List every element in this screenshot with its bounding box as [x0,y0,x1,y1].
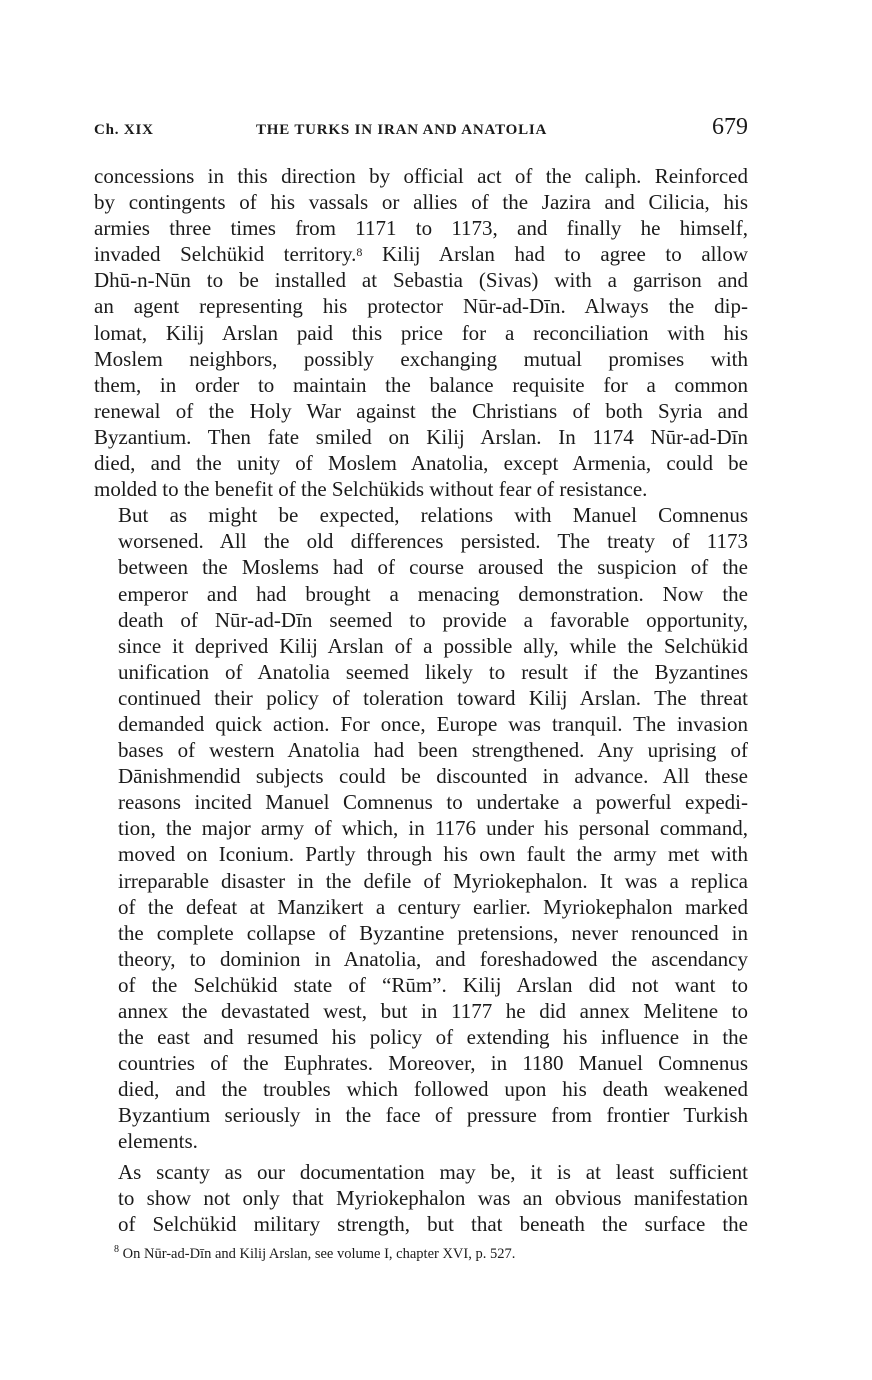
text-line: them, in order to maintain the balance requisite for a common [94,372,748,397]
text-line: annex the devastated west, but in 1177 he did annex Melitene to [118,999,748,1023]
text-line: an agent representing his protector Nūr-ad-Dīn. Always the dip- [94,294,748,319]
text-line: of the Selchükid state of “Rūm”. Kilij Arslan did not want to [118,972,748,997]
paragraph-2 [94,502,748,1154]
body-text [94,163,748,1237]
chapter-label: Ch. XIX [94,122,154,138]
text-line: continued their policy of toleration toward Kilij Arslan. The threat [118,685,748,710]
text-line: molded to the benefit of the Selchükids without fear of resistance. [94,477,648,502]
text-line: renewal of the Holy War against the Christians of both Syria and [94,398,748,423]
text-line: bases of western Anatolia had been strengthened. Any uprising of [118,738,748,763]
text-line: death of Nūr-ad-Dīn seemed to provide a favorable opportunity, [118,607,748,632]
text-line: worsened. All the old differences persisted. The treaty of 1173 [118,529,748,554]
text-line: the east and resumed his policy of extending his influence in the [118,1025,748,1050]
text-line: irreparable disaster in the defile of Myriokephalon. It was a replica [118,868,748,893]
text-line: between the Moslems had of course aroused the suspicion of the [118,555,748,580]
text-line: of the defeat at Manzikert a century earlier. Myriokephalon marked [118,894,748,919]
text-line: Moslem neighbors, possibly exchanging mutual promises with [94,346,748,371]
text-line: by contingents of his vassals or allies of the Jazira and Cilicia, his [94,190,748,215]
running-header [94,112,748,148]
footnote-text: On Nūr-ad-Dīn and Kilij Arslan, see volume I, chapter XVI, p. 527. [119,1245,516,1262]
text-line: As scanty as our documentation may be, it is at least sufficient [118,1159,748,1184]
footnote [94,1241,748,1263]
text-line: died, and the troubles which followed upon his death weakened [118,1077,748,1102]
running-title: THE TURKS IN IRAN AND ANATOLIA [256,122,548,138]
text-line: lomat, Kilij Arslan paid this price for a reconciliation with his [94,320,748,345]
text-line: theory, to dominion in Anatolia, and foreshadowed the ascendancy [118,946,748,971]
footnote-reference: 8 [356,245,363,260]
text-line: unification of Anatolia seemed likely to result if the Byzantines [118,659,748,684]
text-line: armies three times from 1171 to 1173, and finally he himself, [94,216,748,241]
text-line: to show not only that Myriokephalon was an obvious manifestation [118,1185,748,1210]
footnote-marker: 8 [114,1243,119,1255]
text-line: tion, the major army of which, in 1176 under his personal command, [118,816,748,841]
text-line: demanded quick action. For once, Europe was tranquil. The invasion [118,711,748,736]
text-line: emperor and had brought a menacing demonstration. Now the [118,581,748,606]
text-line: Byzantium. Then fate smiled on Kilij Arslan. In 1174 Nūr-ad-Dīn [94,424,748,449]
text-line: of Selchükid military strength, but that beneath the surface the [118,1211,748,1236]
text-line: countries of the Euphrates. Moreover, in 1180 Manuel Comnenus [118,1051,748,1076]
text-line: reasons incited Manuel Comnenus to undertake a powerful expedi- [118,790,748,815]
text-line: Dhū-n-Nūn to be installed at Sebastia (Sivas) with a garrison and [94,268,748,293]
text-segment: invaded Selchükid territory. [94,242,357,267]
text-line: the complete collapse of Byzantine pretensions, never renounced in [118,920,748,945]
book-page [94,112,748,1263]
paragraph-1 [94,163,748,502]
page-number: 679 [712,114,748,140]
text-line: died, and the unity of Moslem Anatolia, except Armenia, could be [94,451,748,476]
paragraph-3 [94,1159,748,1237]
text-line: But as might be expected, relations with Manuel Comnenus [118,503,748,528]
text-line: elements. [118,1129,198,1154]
text-line: since it deprived Kilij Arslan of a possible ally, while the Selchükid [118,633,748,658]
text-segment: Kilij Arslan had to agree to allow [362,242,748,267]
text-line-with-footnote [94,241,748,267]
text-line: Dānishmendid subjects could be discounted in advance. All these [118,764,748,789]
text-line: concessions in this direction by official act of the caliph. Reinforced [94,164,748,188]
text-line: Byzantium seriously in the face of pressure from frontier Turkish [118,1103,748,1128]
text-line: moved on Iconium. Partly through his own fault the army met with [118,842,748,867]
